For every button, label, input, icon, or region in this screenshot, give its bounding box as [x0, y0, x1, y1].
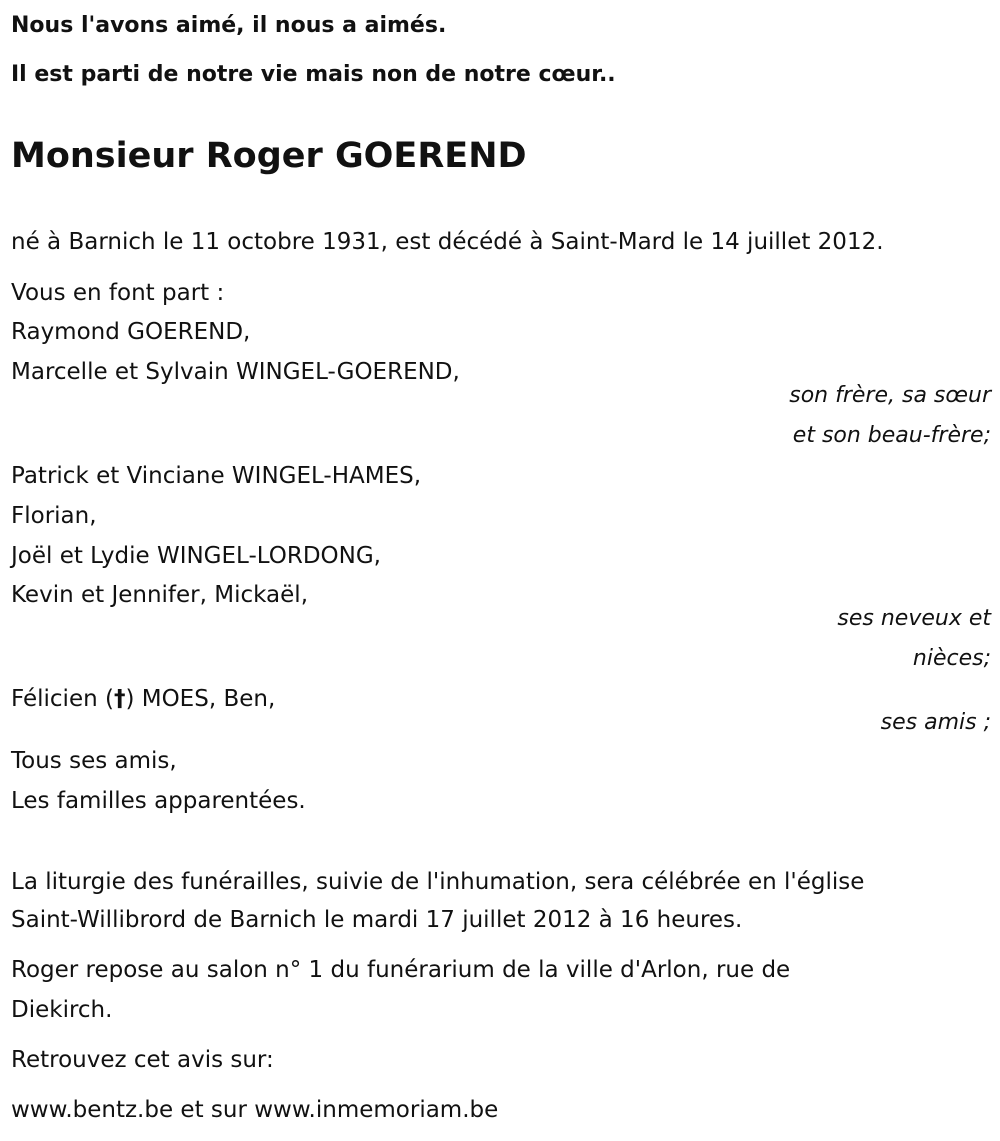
liturgy-line-1: La liturgie des funérailles, suivie de l'inhumation, sera célébrée en l'église — [11, 869, 865, 895]
repose-line-2: Diekirch. — [11, 997, 113, 1023]
friend-name-part-1: Félicien ( — [11, 686, 114, 712]
quote-line-1: Nous l'avons aimé, il nous a aimés. — [11, 13, 447, 38]
birth-death-line: né à Barnich le 11 octobre 1931, est décédé à Saint-Mard le 14 juillet 2012. — [11, 229, 884, 255]
deceased-name-title: Monsieur Roger GOEREND — [11, 136, 527, 176]
family-name-2: Marcelle et Sylvain WINGEL-GOEREND, — [11, 359, 460, 385]
family-name-1: Raymond GOEREND, — [11, 319, 251, 345]
relation-nephews-1: ses neveux et — [837, 606, 991, 631]
friend-name-part-2: ) MOES, Ben, — [125, 686, 276, 712]
family-name-3: Patrick et Vinciane WINGEL-HAMES, — [11, 463, 422, 489]
all-friends-line: Tous ses amis, — [11, 748, 177, 774]
family-name-6: Kevin et Jennifer, Mickaël, — [11, 582, 309, 608]
websites-line: www.bentz.be et sur www.inmemoriam.be — [11, 1097, 499, 1123]
relation-siblings-1: son frère, sa sœur — [789, 383, 991, 408]
liturgy-line-2: Saint-Willibrord de Barnich le mardi 17 juillet 2012 à 16 heures. — [11, 907, 743, 933]
announcement-intro: Vous en font part : — [11, 280, 225, 306]
friends-names — [11, 685, 275, 713]
family-name-4: Florian, — [11, 503, 97, 529]
repose-line-1: Roger repose au salon n° 1 du funérarium de la ville d'Arlon, rue de — [11, 957, 791, 983]
relation-nephews-2: nièces; — [912, 646, 991, 671]
find-notice-line: Retrouvez cet avis sur: — [11, 1047, 274, 1073]
relation-friends: ses amis ; — [880, 710, 991, 735]
family-name-5: Joël et Lydie WINGEL-LORDONG, — [11, 543, 381, 569]
related-families-line: Les familles apparentées. — [11, 788, 306, 814]
quote-line-2: Il est parti de notre vie mais non de notre cœur.. — [11, 62, 616, 87]
cross-icon: † — [113, 686, 126, 712]
relation-siblings-2: et son beau-frère; — [792, 423, 991, 448]
